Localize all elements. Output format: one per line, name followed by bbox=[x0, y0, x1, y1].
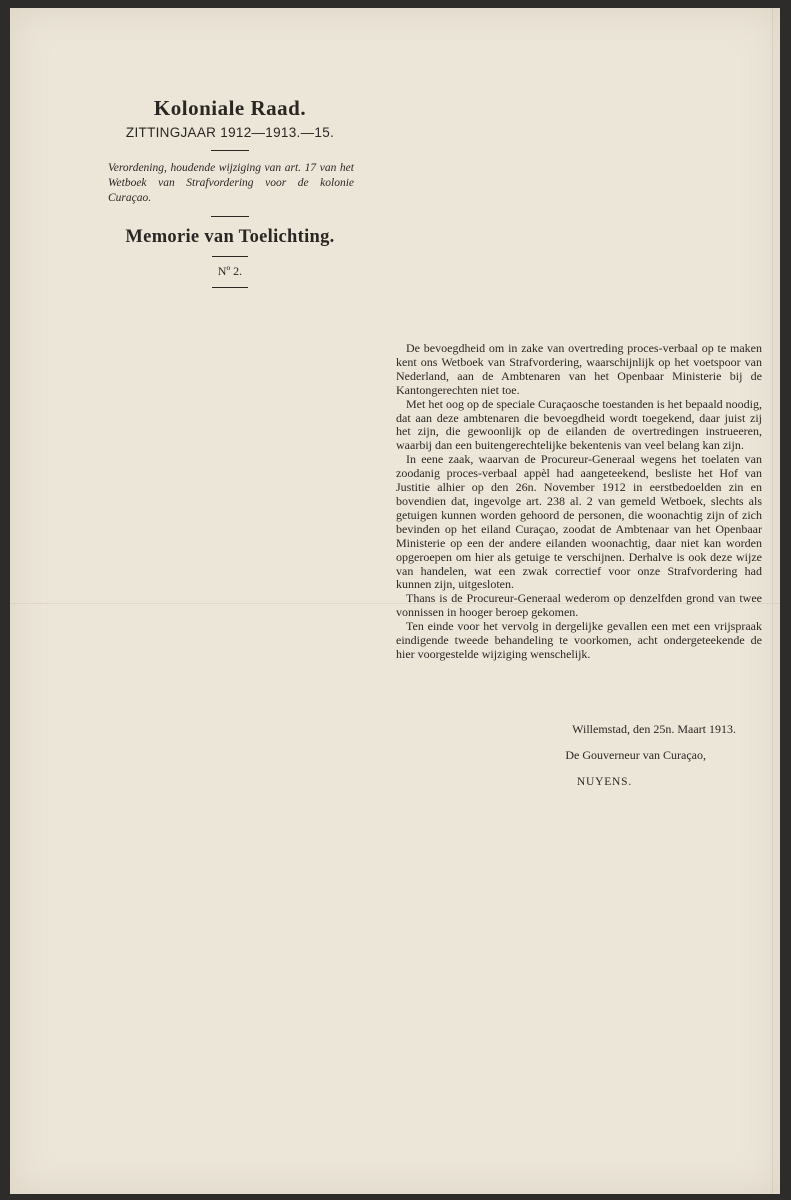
divider bbox=[211, 150, 249, 151]
document-header bbox=[100, 96, 360, 288]
memo-title: Memorie van Toelichting. bbox=[125, 227, 335, 247]
body-paragraph: Ten einde voor het vervolg in dergelijke gevallen een met een vrijspraak eindigende tweede behandeling te voorkomen, acht ondergeteekende de hier voorgestelde wijziging wenschelijk. bbox=[396, 619, 762, 661]
divider bbox=[211, 216, 249, 217]
body-paragraph: Thans is de Procureur-Generaal wederom op denzelfden grond van twee vonnissen in hooger beroep gekomen. bbox=[396, 591, 762, 620]
body-paragraph: De bevoegdheid om in zake van overtreding proces-verbaal op te maken kent ons Wetboek van Strafvordering, waarschijnlijk op het voetspoor van Nederland, aan de Ambtenaren van het Openbaar Ministerie bij de Kantongerechten niet toe. bbox=[396, 341, 762, 397]
ordinance-subject: Verordening, houdende wijziging van art. 17 van het Wetboek van Strafvordering voor de kolonie Curaçao. bbox=[108, 162, 354, 204]
fold-line-vertical bbox=[772, 8, 773, 1194]
place-date: Willemstad, den 25n. Maart 1913. bbox=[572, 722, 736, 736]
memo-body bbox=[396, 342, 762, 662]
council-title: Koloniale Raad. bbox=[153, 96, 307, 120]
body-paragraph: In eene zaak, waarvan de Procureur-Generaal wegens het toelaten van zoodanig proces-verbaal appèl had aangeteekend, besliste het Hof van Justitie alhier op den 26n. November 1912 in eerstbedoelden zin en bovendien dat, ingevolge art. 238 al. 2 van gemeld Wetboek, slechts als getuigen kunnen worden gehoord de personen, die woonachtig zijn of zich bevinden op het eiland Curaçao, zoodat de Ambtenaar van het Openbaar Ministerie op een der andere eilanden woonachtig, daar niet kan worden opgeroepen om hier als getuige te verschijnen. Derhalve is ook deze wijze van handelen, wat een zwak correctief voor onze Strafvordering had kunnen zijn, uitgesloten. bbox=[396, 452, 762, 592]
session-year: ZITTINGJAAR 1912—1913.—15. bbox=[125, 125, 335, 140]
divider bbox=[212, 287, 248, 288]
document-page bbox=[10, 8, 780, 1194]
document-number: Nº 2. bbox=[217, 264, 243, 278]
divider bbox=[212, 256, 248, 257]
signatory-name: NUYENS. bbox=[576, 776, 632, 788]
signatory-role: De Gouverneur van Curaçao, bbox=[565, 748, 706, 762]
body-paragraph: Met het oog op de speciale Curaçaosche toestanden is het bepaald noodig, dat aan deze ambtenaren die bevoegdheid wordt toegekend, daar juist zij het zijn, die gewoonlijk op de eilanden de overtredingen instrueeren, waarbij dan een buitengerechtelijke bekentenis van veel belang kan zijn. bbox=[396, 396, 762, 453]
